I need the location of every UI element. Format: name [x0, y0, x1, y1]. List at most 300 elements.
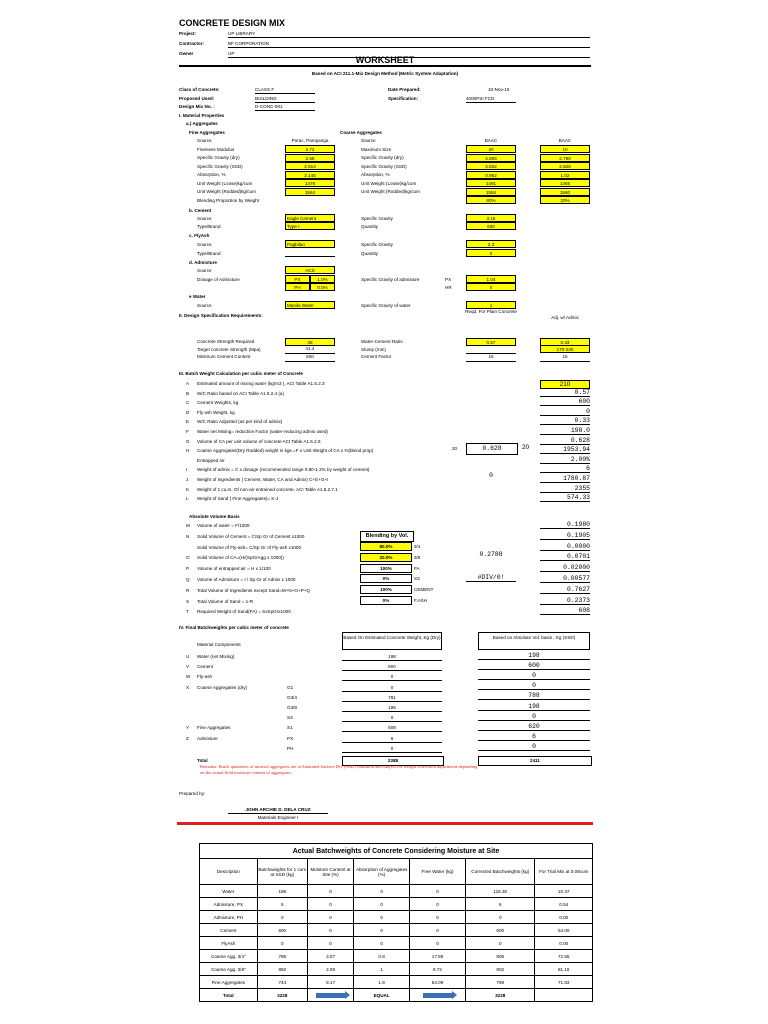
admix-source: ACS: [285, 266, 335, 274]
fine-prop-value: 2.56: [285, 154, 335, 162]
batch-label: Water net Mixing= reduction Factor (water-reducing admix used): [197, 429, 328, 434]
abs-value: 0.1905: [540, 532, 590, 540]
final-total2: 2411: [478, 756, 592, 766]
batch-value: 198.0: [540, 427, 590, 435]
final-key: Y: [186, 725, 190, 731]
blend-pct: 100%: [360, 585, 412, 594]
admix-px-name: PX: [285, 275, 310, 283]
abs-key: M: [186, 523, 190, 528]
coarse-prop-value-10: 2.826: [540, 162, 590, 170]
moisture-cell: 0: [307, 937, 353, 950]
water-sg: 1: [466, 301, 516, 309]
coarse-prop-value-10: BAAC: [558, 137, 572, 143]
final-v2: 0: [478, 672, 590, 680]
admix-dosage-label: Dosage of Admixture: [197, 277, 240, 282]
final-key: V: [186, 664, 190, 670]
fine-prop-label: Absorption, %: [197, 172, 226, 177]
moisture-cell: 0: [466, 911, 535, 924]
abs-key: O: [186, 555, 190, 561]
admix-sg-px: 1.04: [466, 275, 516, 283]
i-side: 0: [489, 472, 493, 479]
coarse-prop-value-20: 80%: [466, 196, 516, 204]
batch-label: Estimated amount of mixing water (kg/m3 ), ACI Table A1.5.2.3: [197, 381, 325, 386]
moisture-cell: 0: [410, 924, 466, 937]
flyash-sg: 2.3: [466, 240, 516, 248]
project-label: Project:: [179, 31, 197, 36]
moisture-row: [200, 885, 593, 898]
batch-label: Cement Weights, kg: [197, 400, 239, 406]
blend-pct: 20.0%: [360, 553, 412, 562]
blend-pct: 80.0%: [360, 542, 412, 551]
batch-value: 0.628: [540, 437, 590, 445]
owner-value: UP: [228, 50, 590, 58]
moisture-col-header: Absorption of Aggregates (%): [354, 859, 410, 885]
moisture-cell: 54.09: [410, 976, 466, 989]
blend-tag: 3/8: [414, 554, 421, 560]
final-label: Admixture: [197, 735, 218, 741]
admix-ph: 0.0%: [310, 283, 335, 291]
abs-label: Solid Volume of CA=(H/(SpGrAgg x 1000)): [197, 555, 284, 561]
final-v1: 196: [342, 704, 442, 712]
final-v1: 0: [342, 684, 442, 692]
abs-key: T: [186, 609, 189, 615]
moisture-row: [200, 898, 593, 911]
moisture-cell: 0: [354, 911, 410, 924]
moisture-cell: Coarse Agg. 3/4": [200, 950, 258, 963]
fine-prop-value: 2.614: [285, 162, 335, 170]
used-label: Proposed Used:: [179, 96, 215, 101]
moisture-cell: 0: [466, 937, 535, 950]
final-v1: 781: [342, 694, 442, 702]
cement-qty: 600: [466, 222, 516, 230]
batch-key: G: [186, 438, 190, 444]
moisture-cell: 806: [466, 950, 535, 963]
prepared-label: Prepared by:: [179, 791, 206, 796]
final-v2: 0: [478, 713, 590, 721]
final-v2: 198: [478, 652, 590, 660]
batch-value: 6: [540, 465, 590, 473]
final-v1: 0: [342, 673, 442, 681]
cement-type-label: Type/Brand: [197, 224, 221, 229]
moisture-cell: 0: [354, 898, 410, 911]
moisture-cell: 0.00: [535, 911, 593, 924]
moisture-table: [199, 843, 593, 1002]
batch-value: 2355: [540, 485, 590, 493]
section-batch: III. Batch Weight Calculation per cubic meter of Concrete: [179, 371, 303, 376]
abs-value: 608: [540, 607, 590, 615]
date-value: 10-Nov-19: [488, 87, 510, 92]
coarse-prop-label: Specific Gravity (SSD): [361, 163, 407, 169]
remarks: Remarks: Batch quantities of mineral aggregates are in Saturated Surface Dry (SSD) condition and subject for weight correction adjustment depending on the actual field moisture content of aggregates.: [200, 764, 478, 775]
final-key: Z: [186, 735, 189, 741]
section-materials: I. Material Properties: [179, 113, 225, 118]
arrow-right-icon: [316, 993, 346, 998]
fine-prop-label: Unit Weight (Loose)kg/cum: [197, 180, 253, 186]
reqd-label: Reqd. For Plain Concrete: [465, 309, 517, 314]
final-label: Coarse Aggregates (dry): [197, 684, 248, 690]
moisture-cell: 902: [466, 963, 535, 976]
final-v2: 788: [478, 692, 590, 700]
moisture-cell: 798: [466, 976, 535, 989]
moisture-cell: 0: [354, 885, 410, 898]
moisture-cell: 0: [307, 911, 353, 924]
abs-key: Q: [186, 577, 190, 582]
g-side-n2: 20: [522, 444, 530, 451]
batch-key: L: [186, 496, 189, 502]
cement-label: b. Cement: [189, 208, 212, 213]
batch-label: W/C Ratio Adjusted (as per kind of admix): [197, 419, 283, 425]
abs-key: S: [186, 598, 190, 604]
batch-value: 0.33: [540, 417, 590, 425]
class-value: CLASS F: [255, 86, 315, 94]
batch-value: 0.57: [540, 389, 590, 397]
design-spec-value: 0.57: [466, 338, 516, 346]
final-v2: 198: [478, 703, 590, 711]
moisture-total-cell: 3228: [257, 989, 307, 1002]
moisture-col-header: Moisture Content at Site (%): [307, 859, 353, 885]
moisture-cell: Admixture, PH: [200, 911, 258, 924]
worksheet-title: WORKSHEET: [179, 55, 591, 67]
final-label: Cement: [197, 664, 214, 670]
design-spec-label: Slump (mm): [361, 346, 387, 352]
moisture-cell: 0: [410, 885, 466, 898]
batch-key: I: [186, 467, 188, 473]
coarse-prop-label: Maximum Size: [361, 146, 392, 152]
moisture-cell: 0: [410, 937, 466, 950]
moisture-row: [200, 937, 593, 950]
moisture-cell: Water: [200, 885, 258, 898]
final-total1: 2388: [342, 756, 444, 766]
final-sub: PX: [287, 735, 294, 741]
batch-key: J: [186, 477, 189, 482]
batch-key: E: [186, 419, 190, 425]
final-v2: 6: [478, 733, 590, 741]
batch-label: Coarse Aggregates(Dry Rodded) weight in kgs.=F x Unit Weight of CA x %(blend prop): [197, 448, 374, 454]
cement-qty-label: Quantity: [361, 224, 379, 229]
coarse-prop-value-10: 10: [540, 145, 590, 153]
final-v2: 0: [478, 743, 590, 751]
moisture-cell: 0: [354, 924, 410, 937]
moisture-cell: 6: [257, 898, 307, 911]
moisture-total-cell: EQUAL: [354, 989, 410, 1002]
batch-label: Weight of 1 cu.m. Of non-air entrained concrete, ACI Table A1.5.2.7.1: [197, 486, 338, 492]
moisture-cell: Coarse Agg. 3/8": [200, 963, 258, 976]
final-v1: 0: [342, 745, 442, 753]
moisture-cell: 1.9: [354, 976, 410, 989]
coarse-prop-value-10: 1560: [540, 188, 590, 196]
moisture-col-header: Description: [200, 859, 258, 885]
batch-value: 210: [540, 380, 590, 389]
moisture-cell: Cement: [200, 924, 258, 937]
moisture-col-header: Corrected Batchweights (kg): [466, 859, 535, 885]
coarse-prop-label: Unit Weight (Loose)kg/cum: [361, 180, 417, 186]
abs-label: Volume of water = F/1000: [197, 523, 250, 528]
coarse-prop-label: Specific Gravity (dry): [361, 155, 404, 160]
moisture-cell: 9.17: [307, 976, 353, 989]
moisture-row: [200, 963, 593, 976]
coarse-agg-label: Coarse Aggregates: [340, 130, 382, 135]
moisture-cell: 54.00: [535, 924, 593, 937]
date-label: Date Prepared:: [388, 87, 421, 92]
final-v1: 0: [342, 714, 442, 722]
final-v2: 0: [478, 682, 590, 690]
section-design: II. Design Specification Requirements:: [179, 313, 263, 318]
moisture-cell: 0: [307, 898, 353, 911]
flyash-qty-label: Quantity: [361, 251, 379, 256]
abs-value: 0.00577: [540, 575, 590, 583]
final-v1: 6: [342, 735, 442, 743]
moisture-cell: 0: [410, 898, 466, 911]
moisture-col-header: Batchweights for 1 cum at SSD (kg): [257, 859, 307, 885]
moisture-cell: FlyAsh: [200, 937, 258, 950]
moisture-row: [200, 911, 593, 924]
moisture-cell: 892: [257, 963, 307, 976]
admix-px: 1.0%: [310, 275, 335, 283]
moisture-cell: 1: [354, 963, 410, 976]
coarse-prop-value-20: 2.805: [466, 154, 516, 162]
blend-title: Blending by Vol.: [360, 531, 414, 542]
moisture-total-cell: Total: [200, 989, 258, 1002]
material-components-label: Material Components: [197, 642, 241, 647]
flyash-type-label: Type/Brand: [197, 251, 221, 256]
moisture-row: [200, 976, 593, 989]
design-req-label: Minimum Cement Content: [197, 354, 251, 359]
abs-label: Solid Volume of Fly-ash= C/Sp Gr of Fly-ash x1000: [197, 544, 302, 550]
admix-sg-label: Specific Gravity of admixture: [361, 277, 420, 282]
coarse-prop-value-10: 1465: [540, 179, 590, 187]
moisture-cell: 81.16: [535, 963, 593, 976]
batch-label: Weight of Sand ( Fine Aggregates)= K-J: [197, 496, 279, 502]
design-req-label: Target concrete Strength (Mpa): [197, 346, 261, 352]
admix-ph-name: PH: [285, 283, 310, 291]
moisture-cell: 0: [257, 937, 307, 950]
design-req-value: 28: [285, 338, 335, 346]
arrow-right-icon: [423, 993, 453, 998]
abs-value: 0.1980: [540, 521, 590, 529]
abs-label: Volume of entrapped air = H x 1/100: [197, 566, 271, 572]
moisture-cell: 72.55: [535, 950, 593, 963]
moisture-table-title: Actual Batchweights of Concrete Considering Moisture at Site: [200, 844, 593, 859]
blend-tag: S3: [414, 576, 420, 582]
batch-value: 600: [540, 398, 590, 406]
moisture-cell: 0: [307, 885, 353, 898]
o-side: 0.2788: [479, 551, 503, 558]
design-spec-label: Water-Cement Ratio: [361, 339, 403, 344]
design-req-label: Concrete Strength Required: [197, 339, 255, 344]
fine-prop-value: 2.145: [285, 171, 335, 179]
fine-prop-label: Unit Weight (Rodded)kg/cum: [197, 189, 256, 194]
coarse-prop-value-20: 1491: [466, 179, 516, 187]
worksheet-subtitle: Based on ACI 211.1-Mix Design Method (Metric System Adaptation): [311, 71, 459, 76]
moisture-cell: 0: [410, 911, 466, 924]
batch-key: F: [186, 429, 189, 434]
blend-tag: CEMENT: [414, 587, 434, 593]
flyash-type-blank: [285, 249, 335, 257]
preparer-role: Materials Engineer I: [257, 815, 299, 820]
moisture-cell: 0.8: [354, 950, 410, 963]
abs-label: Required Weight of Sand(FA) = SxSpGrx1000: [197, 609, 291, 615]
moisture-cell: 198: [257, 885, 307, 898]
moisture-cell: Fine Aggregates: [200, 976, 258, 989]
final-label: Water (net Mixing): [197, 654, 235, 659]
batch-key: D: [186, 409, 190, 415]
blend-pct: 0%: [360, 596, 412, 605]
admix-sg-hr-name: HR: [445, 285, 452, 290]
design-spec-adj: 15: [540, 353, 590, 362]
cement-type: Type I: [285, 222, 335, 230]
batch-label: Volume of CA per unit volume of concrete ACI Table A1.5.2.6: [197, 438, 321, 444]
batch-label: Weight of admix = C x dosage (recommended range 0.80-1.2% by weight of cement): [197, 467, 370, 473]
blend-tag: FA: [414, 565, 420, 571]
abs-label: Volume of Admixture = I / Sp.Gr of Admix x 1000: [197, 577, 296, 582]
final-sub: S3: [287, 715, 293, 721]
batch-label: Weight of Ingredients ( Cement, Water, CA and Admix) C+E+G+I: [197, 477, 329, 482]
moisture-cell: 0.54: [535, 898, 593, 911]
moisture-total-cell: 3228: [466, 989, 535, 1002]
fine-prop-label: Specific Gravity (dry): [197, 155, 240, 160]
moisture-cell: 0: [354, 937, 410, 950]
moisture-col-header: For Trial Mix at 0.09cum: [535, 859, 593, 885]
arrow-cell: [307, 989, 353, 1002]
moisture-cell: 10.47: [535, 885, 593, 898]
spec-label: Specification:: [388, 96, 419, 101]
flyash-qty: 0: [466, 249, 516, 257]
batch-value: 0: [540, 408, 590, 416]
moisture-cell: 744: [257, 976, 307, 989]
admix-source-label: Source: [197, 268, 212, 273]
fine-prop-label: Fineness Modulus: [197, 146, 235, 152]
mixno-value: D-CONC-001: [255, 103, 315, 111]
moisture-row: [200, 950, 593, 963]
preparer-name: JOHN ARCHIE D. DELA CRUZ: [228, 806, 328, 814]
moisture-cell: 788: [257, 950, 307, 963]
coarse-prop-value-20: 2.832: [466, 162, 516, 170]
cement-sg-label: Specific Gravity: [361, 216, 393, 221]
admix-label: d. Admixture: [189, 260, 217, 265]
coarse-prop-value-20: 1554: [466, 188, 516, 196]
spec-value: 4000PSI FCD: [466, 95, 516, 103]
admix-sg-hr: 0: [466, 283, 516, 291]
batch-label: W/C Ratio based on ACI Table A1.5.2.4 (a): [197, 390, 284, 396]
moisture-cell: 6: [466, 898, 535, 911]
water-sg-label: Specific Gravity of water: [361, 303, 411, 308]
coarse-prop-label: Absorption, %: [361, 172, 390, 177]
final-v2: 620: [478, 723, 590, 731]
batch-key: K: [186, 486, 190, 492]
design-spec-value: 15: [466, 353, 516, 362]
batch-key: C: [186, 400, 190, 406]
final-label: Fly-ash: [197, 674, 213, 680]
fine-prop-label: Source: [197, 138, 212, 143]
final-v1: 600: [342, 663, 442, 671]
final-total-label: Total: [197, 758, 208, 763]
final-sub: G3/8: [287, 705, 297, 710]
coarse-prop-value-10: 1.02: [540, 171, 590, 179]
g-side-v1: 0.628: [466, 443, 518, 455]
water-source-label: Source: [197, 303, 212, 308]
moisture-total-cell: [535, 989, 593, 1002]
fine-prop-value: Porac, Pampanga: [291, 137, 329, 143]
final-key: W: [186, 674, 191, 680]
fine-prop-value: 1564: [285, 188, 335, 196]
moisture-cell: 17.89: [410, 950, 466, 963]
moisture-cell: 9.72: [410, 963, 466, 976]
cement-source-label: Source: [197, 216, 212, 221]
moisture-cell: 600: [466, 924, 535, 937]
moisture-cell: Admixture, PX: [200, 898, 258, 911]
contractor-label: Contractor:: [179, 41, 205, 46]
final-v2: 600: [478, 662, 590, 670]
abs-key: N: [186, 533, 190, 539]
moisture-cell: 0: [307, 924, 353, 937]
design-spec-adj: 0.33: [540, 338, 590, 346]
coarse-prop-value-10: 2.796: [540, 154, 590, 162]
blend-tag: F.ASH: [414, 598, 428, 603]
coarse-prop-value-20: 20: [466, 145, 516, 153]
abs-value: 0.2373: [540, 597, 590, 605]
moisture-cell: 0.00: [535, 937, 593, 950]
used-value: BUILDING: [255, 95, 315, 103]
abs-value: 0.02000: [540, 564, 590, 572]
final-key: U: [186, 654, 190, 659]
aggregates-label: a.) Aggregates: [186, 121, 218, 126]
absvol-label: Absolute Volume Basis: [189, 514, 240, 519]
water-source: Manila Water: [285, 301, 335, 309]
moisture-col-header: Free Water (kg): [410, 859, 466, 885]
final-v1: 198: [342, 653, 442, 661]
final-col1-header: Based On Estimated Concrete Weight, Kg (Dry): [342, 632, 442, 650]
batch-value: 574.33: [540, 494, 590, 502]
batch-value: 2.00%: [540, 456, 590, 464]
moisture-cell: 3.07: [307, 950, 353, 963]
cement-source: Eagle Cement: [285, 214, 335, 222]
coarse-prop-label: Source: [361, 138, 376, 143]
final-sub: G1: [287, 684, 294, 690]
abs-key: P: [186, 566, 190, 572]
abs-label: Total Volume of Sand = 1-R: [197, 598, 254, 604]
moisture-cell: 2.09: [307, 963, 353, 976]
class-label: Class of Concrete:: [179, 87, 220, 92]
moisture-row: [200, 924, 593, 937]
owner-label: Owner: [179, 51, 194, 56]
abs-label: Total Volume of Ingredients except Sand=M+N+O+P+Q: [197, 587, 310, 593]
fine-prop-label: Specific Gravity (SSD): [197, 163, 243, 169]
blend-pct: 0%: [360, 574, 412, 583]
design-spec-adj: 170-230: [540, 345, 590, 353]
fine-prop-label: Blending Proportion by Weight: [197, 197, 259, 203]
coarse-prop-value-10: 20%: [540, 196, 590, 204]
project-value: UP LIBRARY: [228, 30, 590, 38]
blend-tag: 3/4: [414, 544, 421, 549]
mixno-label: Design Mix No. :: [179, 104, 215, 109]
blend-pct: 100%: [360, 564, 412, 573]
admix-sg-px-name: PX: [445, 277, 452, 282]
final-key: X: [186, 684, 190, 690]
final-sub: PH: [287, 745, 294, 751]
coarse-prop-value-20: BAAC: [484, 137, 498, 143]
batch-key: A: [186, 381, 190, 386]
doc-title: CONCRETE DESIGN MIX: [179, 18, 286, 28]
final-sub: S1: [287, 725, 293, 731]
flyash-source: Pagbilao: [285, 240, 335, 248]
batch-label: Fly ash Weight, kg: [197, 409, 235, 415]
flyash-source-label: Source: [197, 242, 212, 247]
adj-label: Adj. w/ Admix: [551, 315, 579, 320]
fine-prop-value: 2.72: [285, 145, 335, 153]
red-divider: [177, 822, 593, 825]
batch-key: B: [186, 390, 190, 396]
flyash-label: c. FlyAsh: [189, 233, 210, 238]
